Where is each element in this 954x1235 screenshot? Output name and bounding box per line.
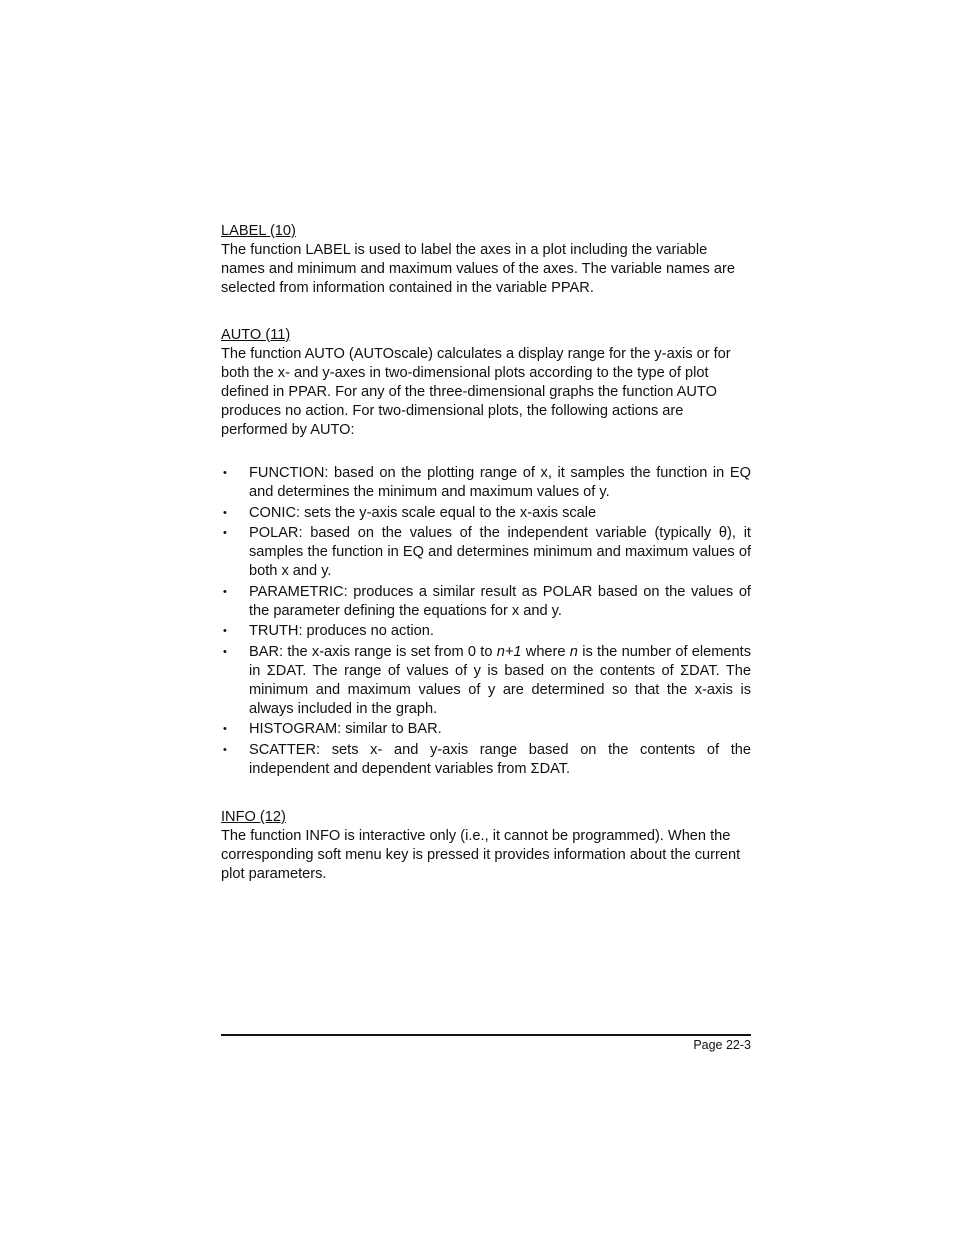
bullet-icon: •: [223, 467, 227, 479]
list-item: • SCATTER: sets x- and y-axis range based on the contents of the independent and dependent variables from ΣDAT.: [223, 741, 751, 777]
bullet-icon: •: [223, 527, 227, 539]
page-number: Page 22-3: [693, 1038, 751, 1052]
list-item: • HISTOGRAM: similar to BAR.: [223, 721, 442, 737]
footer-rule: [221, 1034, 751, 1036]
bullet-icon: •: [223, 645, 227, 658]
list-item: • BAR: the x-axis range is set from 0 to n+1 where n is the number of elements in ΣDAT. The range of values of y is based on the contents of ΣDAT. The minimum and maximum values of y are determined so that the x-axis is always included in the graph.: [223, 643, 751, 717]
list-item: • TRUTH: produces no action.: [223, 623, 434, 639]
list-item: • FUNCTION: based on the plotting range of x, it samples the function in EQ and determines the minimum and maximum values of y.: [223, 465, 751, 500]
auto-heading: AUTO (11): [221, 327, 291, 343]
info-description: The function INFO is interactive only (i.e., it cannot be programmed). When the corresponding soft menu key is pressed it provides information about the current plot parameters.: [221, 828, 741, 882]
auto-description: The function AUTO (AUTOscale) calculates a display range for the y-axis or for both the x- and y-axes in two-dimensional plots according to the type of plot defined in PPAR. For any of the three-dimensional graphs the function AUTO produces no action. For two-dimensional plots, the following actions are performed by AUTO:: [221, 346, 731, 438]
list-item: • PARAMETRIC: produces a similar result as POLAR based on the values of the parameter defining the equations for x and y.: [223, 583, 751, 619]
list-item: • CONIC: sets the y-axis scale equal to the x-axis scale: [223, 504, 597, 521]
auto-actions-list: [221, 464, 751, 779]
bullet-icon: •: [223, 585, 227, 598]
label-heading: LABEL (10): [221, 223, 296, 239]
page-content: [221, 222, 751, 884]
bullet-icon: •: [223, 723, 227, 735]
list-item: • POLAR: based on the values of the independent variable (typically θ), it samples the function in EQ and determines minimum and maximum values of both x and y.: [223, 525, 751, 579]
label-description: The function LABEL is used to label the axes in a plot including the variable names and minimum and maximum values of the axes. The variable names are selected from information contained in the variable PPAR.: [221, 242, 735, 296]
bullet-icon: •: [223, 506, 227, 519]
info-heading: INFO (12): [221, 809, 286, 825]
bullet-icon: •: [223, 625, 227, 637]
bullet-icon: •: [223, 743, 227, 756]
